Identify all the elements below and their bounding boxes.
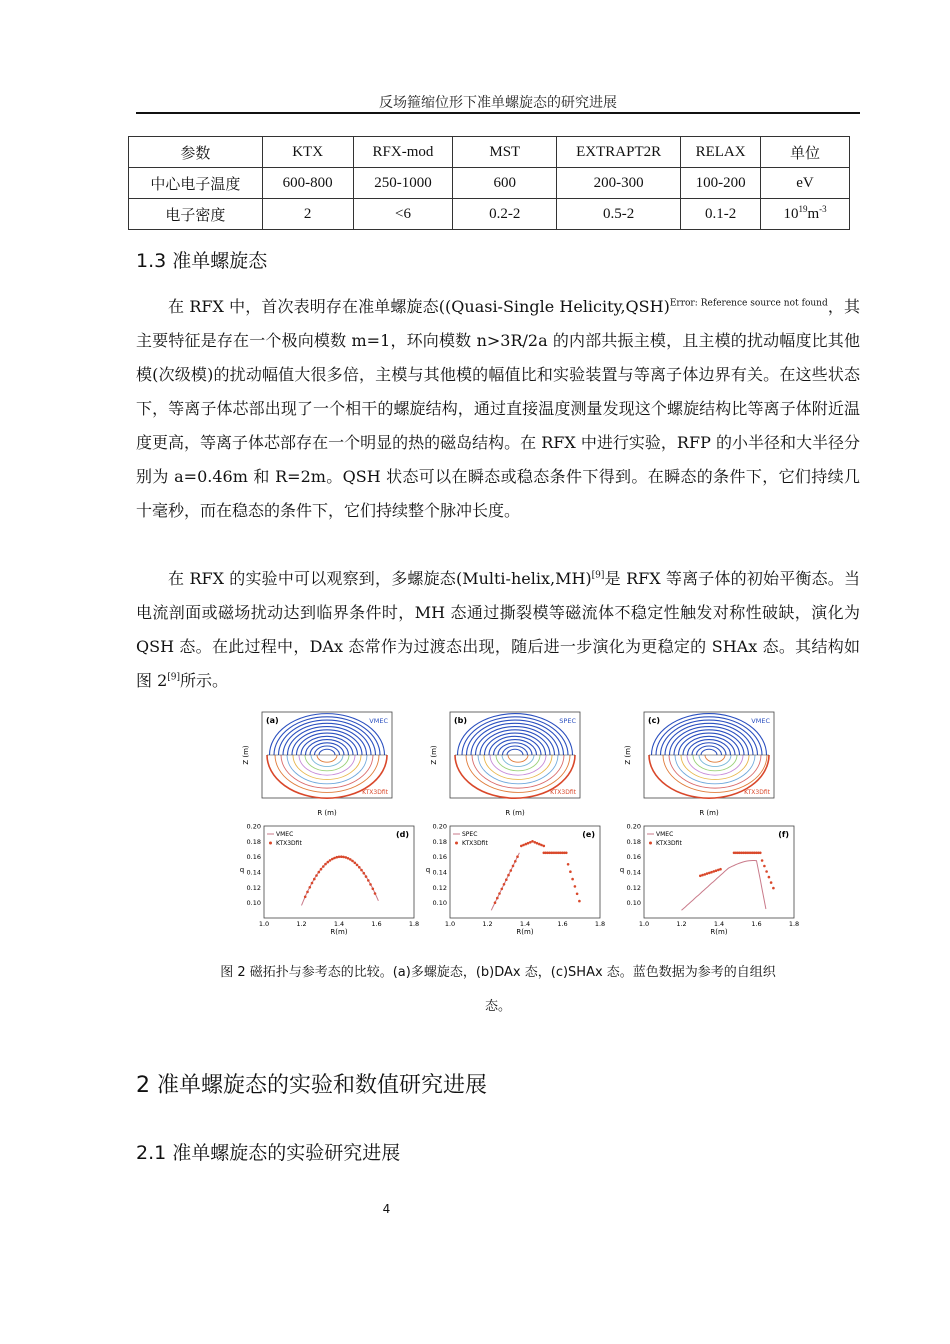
legend-swatch (649, 842, 652, 845)
panel-label: (b) (454, 716, 468, 725)
tick-label: 1.2 (296, 920, 307, 928)
fit-marker (358, 866, 361, 869)
fit-marker (531, 840, 534, 843)
running-header: 反场箍缩位形下准单螺旋态的研究进展 (379, 95, 617, 111)
q-panel (620, 823, 799, 937)
fit-marker (320, 868, 323, 871)
citation: [9] (167, 672, 181, 683)
fit-marker (761, 859, 764, 862)
table-cell: 单位 (761, 137, 850, 168)
fit-marker (349, 858, 352, 861)
fit-marker (763, 865, 766, 868)
fit-marker (311, 882, 314, 885)
table-cell: MST (453, 137, 557, 168)
tick-label: 1.4 (333, 920, 345, 928)
fit-marker (327, 861, 330, 864)
fit-marker (329, 859, 332, 862)
fit-marker (318, 871, 321, 874)
fit-marker (574, 885, 577, 888)
tick-label: 1.2 (676, 920, 687, 928)
fit-marker (306, 891, 309, 894)
fit-marker (565, 852, 568, 855)
tick-label: 0.12 (246, 883, 261, 892)
fit-marker (768, 876, 771, 879)
fit-marker (536, 842, 539, 845)
tick-label: 1.6 (751, 920, 762, 928)
axis-label-x: R(m) (710, 928, 728, 936)
table-cell: 100-200 (681, 168, 761, 199)
tick-label: 0.12 (432, 883, 447, 892)
tick-label: 0.20 (432, 822, 447, 831)
axis-label-x: R (m) (505, 809, 525, 817)
legend-swatch (269, 842, 272, 845)
fit-marker (503, 883, 506, 886)
table-cell: 0.2-2 (453, 199, 557, 230)
tick-label: 0.20 (626, 822, 641, 831)
tick-label: 0.10 (246, 899, 261, 908)
table-cell: 0.5-2 (557, 199, 681, 230)
fit-marker (708, 872, 711, 875)
fit-marker (701, 874, 704, 877)
fit-marker (715, 869, 718, 872)
table-cell: 600-800 (262, 168, 353, 199)
fit-marker (360, 869, 363, 872)
fit-marker (372, 888, 375, 891)
table-cell: 0.1-2 (681, 199, 761, 230)
fit-marker (765, 870, 768, 873)
paragraph-2: 在 RFX 的实验中可以观察到，多螺旋态(Multi-helix,MH)[9]是 RFX 等离子体的初始平衡态。当电流剖面或磁场扰动达到临界条件时，MH 态通过撕裂模等磁流体不稳定性触发对称性破缺，演化为 QSH 态。在此过程中，DAx 态常作为过渡态出现，随后进一步演化为更稳定的 SHAx 态。其结构如图 2[9]所示。 (136, 569, 860, 690)
reference-error: Error: Reference source not found (669, 298, 828, 309)
legend-label: KTX3Dfit (462, 840, 488, 847)
panel-label: (a) (266, 716, 279, 725)
legend-label: VMEC (369, 717, 388, 725)
q-profile-panels (240, 823, 799, 937)
tick-label: 0.16 (432, 853, 447, 862)
axis-label-x: R(m) (330, 928, 348, 936)
tick-label: 1.4 (519, 920, 531, 928)
tick-label: 1.6 (557, 920, 568, 928)
table-cell: 参数 (129, 137, 263, 168)
legend-label: KTX3Dfit (656, 840, 682, 847)
fit-marker (340, 855, 343, 858)
table-cell: 200-300 (557, 168, 681, 199)
fit-marker (304, 896, 307, 899)
legend-label: SPEC (559, 717, 576, 725)
table-cell: <6 (353, 199, 453, 230)
fit-marker (527, 842, 530, 845)
fit-marker (514, 860, 517, 863)
tick-label: 1.6 (371, 920, 382, 928)
fit-marker (578, 900, 581, 903)
tick-label: 0.18 (246, 837, 261, 846)
figure-2 (239, 702, 844, 942)
table-header-row (129, 137, 850, 168)
fit-marker (510, 869, 513, 872)
fit-marker (369, 883, 372, 886)
panel-label: (e) (582, 830, 595, 839)
axis-label-y: q (239, 866, 245, 874)
fit-marker (494, 901, 497, 904)
poincare-panel (430, 712, 580, 817)
figure-caption: 图 2 磁拓扑与参考态的比较。(a)多螺旋态，(b)DAx 态，(c)SHAx 态。蓝色数据为参考的自组织 态。 (220, 965, 776, 1014)
axis-label-x: R (m) (317, 809, 337, 817)
citation: [9] (591, 570, 605, 581)
fit-marker (351, 860, 354, 863)
tick-label: 1.2 (482, 920, 493, 928)
legend-swatch (455, 842, 458, 845)
legend-label: VMEC (276, 831, 294, 838)
axis-label-y: Z (m) (624, 745, 632, 765)
axis-label-y: Z (m) (242, 745, 250, 765)
fit-marker (699, 875, 702, 878)
legend-label: SPEC (462, 831, 478, 838)
table-cell: eV (761, 168, 850, 199)
fit-marker (717, 869, 720, 872)
fit-marker (710, 871, 713, 874)
fit-marker (770, 881, 773, 884)
table-cell: 2 (262, 199, 353, 230)
fit-marker (713, 870, 716, 873)
fit-marker (505, 878, 508, 881)
axis-label-y: Z (m) (430, 745, 438, 765)
fit-marker (367, 879, 370, 882)
tick-label: 1.8 (408, 920, 420, 928)
panel-label: (d) (395, 830, 409, 839)
table-cell: RELAX (681, 137, 761, 168)
tick-label: 0.18 (626, 837, 641, 846)
fit-marker (569, 870, 572, 873)
fit-marker (498, 892, 501, 895)
section-heading-1-3: 1.3 准单螺旋态 (136, 250, 268, 272)
fit-marker (356, 864, 359, 867)
legend-label: KTX3Dfit (276, 840, 302, 847)
tick-label: 0.10 (626, 899, 641, 908)
fit-marker (706, 872, 709, 875)
fit-marker (315, 874, 318, 877)
axis-label-y: q (619, 866, 625, 874)
fit-marker (338, 856, 341, 859)
section-heading-2: 2 准单螺旋态的实验和数值研究进展 (136, 1073, 487, 1098)
fit-marker (759, 852, 762, 855)
axis-label-x: R (m) (699, 809, 719, 817)
tick-label: 1.8 (594, 920, 606, 928)
tick-label: 1.0 (258, 920, 270, 928)
fit-marker (522, 844, 525, 847)
fit-marker (365, 875, 368, 878)
tick-label: 0.16 (246, 853, 261, 862)
fit-marker (336, 856, 339, 859)
table-cell: 250-1000 (353, 168, 453, 199)
fit-marker (576, 893, 579, 896)
tick-label: 1.0 (638, 920, 650, 928)
q-panel (240, 823, 419, 937)
fit-marker (567, 863, 570, 866)
legend-label: KTX3Dfit (362, 789, 388, 796)
table-cell: 电子密度 (129, 199, 263, 230)
panel-label: (c) (648, 716, 661, 725)
fit-marker (347, 857, 350, 860)
poincare-panels (242, 712, 774, 817)
fit-marker (543, 845, 546, 848)
legend-label: KTX3Dfit (744, 789, 770, 796)
fit-marker (374, 892, 377, 895)
fit-marker (501, 888, 504, 891)
fit-marker (719, 868, 722, 871)
table-cell-unit: $10^{19}m^{-3}$ (761, 199, 850, 230)
tick-label: 0.20 (246, 822, 261, 831)
fit-marker (324, 863, 327, 866)
fit-marker (540, 844, 543, 847)
legend-label: VMEC (751, 717, 770, 725)
tick-label: 1.8 (788, 920, 800, 928)
tick-label: 0.18 (432, 837, 447, 846)
table-cell: KTX (262, 137, 353, 168)
fit-marker (354, 862, 357, 865)
fit-marker (516, 855, 519, 858)
fit-marker (512, 865, 515, 868)
axis-label-x: R(m) (516, 928, 534, 936)
fit-marker (322, 865, 325, 868)
legend-label: VMEC (656, 831, 674, 838)
tick-label: 1.0 (444, 920, 456, 928)
parameter-table (128, 136, 850, 230)
table-cell: EXTRAPT2R (557, 137, 681, 168)
header-rule (136, 112, 860, 114)
paragraph-1: 在 RFX 中，首次表明存在准单螺旋态((Quasi-Single Helicity,QSH)$^{Error: Reference source not found}$，其主要特征是存在一个极向模数 m=1，环向模数 n>3R/2a 的内部共振主模，且主模的扰动幅度比其他模(次级模)的扰动幅值大很多倍，主模与其他模的幅值比和实验装置与等离子体边界有关。在这些状态下，等离子体芯部出现了一个相干的螺旋结构，通过直接温度测量发现这个螺旋结构比等离子体附近温度更高，等离子体芯部存在一个明显的热的磁岛结构。在 RFX 中进行实验，RFP 的小半径和大半径分别为 a=0.46m 和 R=2m。QSH 状态可以在瞬态或稳态条件下得到。在瞬态的条件下，它们持续几十毫秒，而在稳态的条件下，它们持续整个脉冲长度。 (136, 297, 860, 520)
table-cell: 中心电子温度 (129, 168, 263, 199)
tick-label: 0.10 (432, 899, 447, 908)
fit-marker (309, 886, 312, 889)
section-heading-2-1: 2.1 准单螺旋态的实验研究进展 (136, 1142, 401, 1164)
panel-label: (f) (778, 830, 789, 839)
tick-label: 0.16 (626, 853, 641, 862)
q-panel (426, 823, 605, 937)
fit-marker (496, 897, 499, 900)
table-cell: RFX-mod (353, 137, 453, 168)
table-row (129, 199, 850, 230)
axis-label-y: q (425, 866, 431, 874)
tick-label: 0.14 (432, 868, 447, 877)
poincare-panel (624, 712, 774, 817)
fit-marker (342, 856, 345, 859)
fit-marker (363, 872, 366, 875)
tick-label: 1.4 (713, 920, 725, 928)
page-number: 4 (382, 1202, 391, 1216)
fit-marker (313, 878, 316, 881)
table-cell: 600 (453, 168, 557, 199)
fit-marker (507, 874, 510, 877)
fit-marker (333, 857, 336, 860)
table-row (129, 168, 850, 199)
fit-marker (571, 878, 574, 881)
tick-label: 0.14 (246, 868, 261, 877)
legend-label: KTX3Dfit (550, 789, 576, 796)
fit-marker (772, 887, 775, 890)
poincare-panel (242, 712, 392, 817)
tick-label: 0.14 (626, 868, 641, 877)
tick-label: 0.12 (626, 883, 641, 892)
